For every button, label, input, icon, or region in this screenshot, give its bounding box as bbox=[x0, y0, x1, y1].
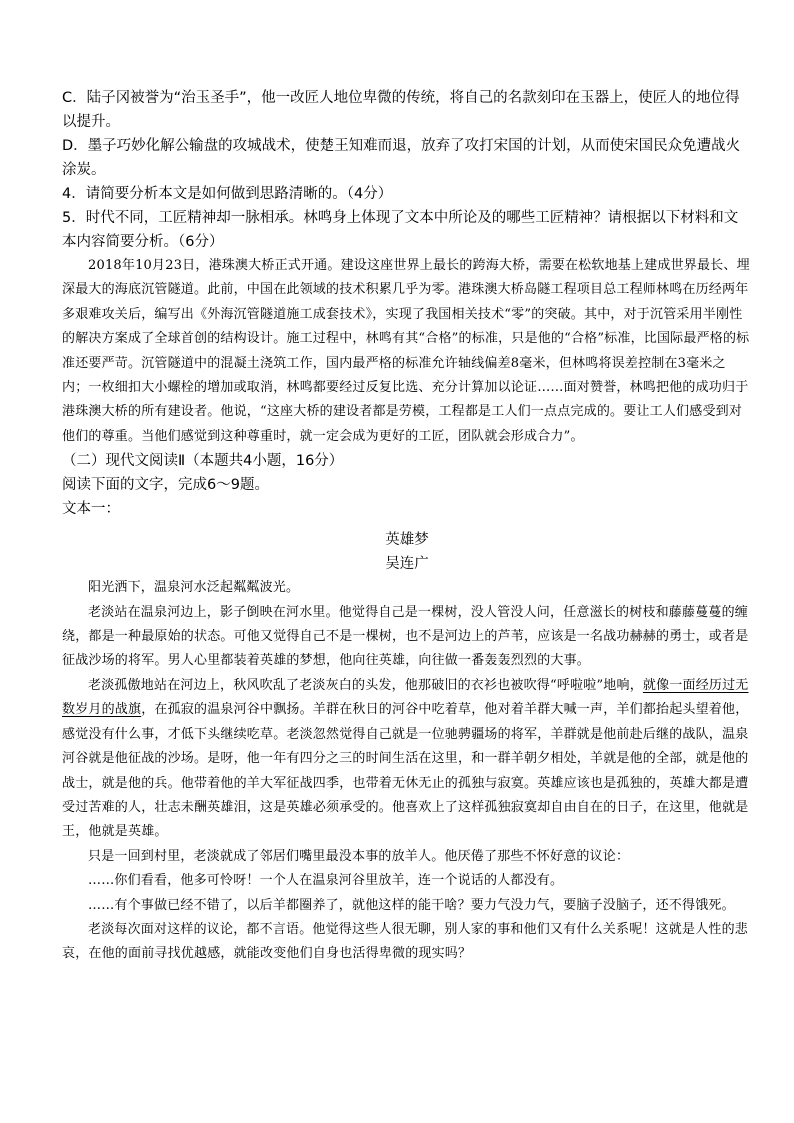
story-paragraph-7: 老淡每次面对这样的议论，都不言语。他觉得这些人很无聊，别人家的事和他们又有什么关系呢！这就是人性的悲哀，在他的面前寻找优越感，就能改变他们自身也活得卑微的现实吗？ bbox=[62, 921, 749, 962]
material-paragraph: 2018年10月23日，港珠澳大桥正式开通。建设这座世界上最长的跨海大桥，需要在松软地基上建成世界最长、埋深最大的海底沉管隧道。此前，中国在此领域的技术积累几乎为零。港珠澳大桥岛隧工程项目总工程师林鸣在历经两年多艰难攻关后，编写出《外海沉管隧道施工成套技术》，实现了我国相关技术“零”的突破。其中，对于沉管采用半刚性的解决方案成了全球首创的结构设计。施工过程中，林鸣有其“合格”的标准，只是他的“合格”标准，比国际最严格的标准还要严苛。沉管隧道中的混凝土浇筑工作，国内最严格的标准允许轴线偏差8毫米，但林鸣将误差控制在3毫米之内；一枚细扣大小螺栓的增加或取消，林鸣都要经过反复比选、充分计算加以论证……面对赞誉，林鸣把他的成功归于港珠澳大桥的所有建设者。他说，“这座大桥的建设者都是劳模，工程都是工人们一点点完成的。要让工人们感受到对他们的尊重。当他们感觉到这种尊重时，就一定会成为更好的工匠，团队就会形成合力”。 bbox=[62, 258, 750, 444]
option-c: C．陆子冈被誉为“治玉圣手”，他一改匠人地位卑微的传统，将自己的名款刻印在玉器上，使匠人的地位得以提升。 bbox=[62, 90, 740, 130]
section-heading: （二）现代文阅读Ⅱ（本题共4小题，16分） bbox=[62, 453, 344, 470]
story-paragraph-3-part-2: ，在孤寂的温泉河谷中飘扬。羊群在秋日的河谷中吃着草，他对着羊群大喊一声，羊们都抬起头望着他，感觉没有什么事，才低下头继续吃草。老淡忽然觉得自己就是一位驰骋疆场的将军，羊群就是他前赴后继的战队，温泉河谷就是他征战的沙场。是呀，他一年有四分之三的时间生活在这里，和一群羊朝夕相处，羊就是他的全部，就是他的战士，就是他的兵。他带着他的羊大军征战四季，也带着无休无止的孤独与寂寞。英雄应该也是孤独的，英雄大都是遭受过苦难的人，壮志未酬英雄泪，这是英雄必须承受的。他喜欢上了这样孤独寂寞却自由自在的日子，在这里，他就是王，他就是英雄。 bbox=[62, 702, 749, 840]
section-instruction: 阅读下面的文字，完成6～9题。 bbox=[62, 477, 269, 494]
underlined-sentence: 就像一面经历过无数岁月的战旗 bbox=[62, 677, 749, 718]
story-paragraph-3 bbox=[62, 674, 752, 845]
question-4: 4．请简要分析本文是如何做到思路清晰的。（4分） bbox=[62, 186, 393, 202]
story-paragraph-5: ……你们看看，他多可怜呀！一个人在温泉河谷里放羊，连一个说话的人都没有。 bbox=[88, 873, 564, 889]
story-paragraph-3-part-1: 老淡孤傲地站在河边上，秋风吹乱了老淡灰白的头发，他那破旧的衣衫也被吹得“呼啦啦”地响， bbox=[88, 677, 643, 693]
option-d: D．墨子巧妙化解公输盘的攻城战术，使楚王知难而退，放弃了攻打宋国的计划，从而使宋国民众免遭战火涂炭。 bbox=[62, 138, 741, 178]
exam-page bbox=[62, 86, 752, 967]
story-title: 英雄梦 bbox=[385, 532, 429, 549]
story-paragraph-2: 老淡站在温泉河边上，影子倒映在河水里。他觉得自己是一棵树，没人管没人问，任意滋长的树枝和藤藤蔓蔓的缠绕，都是一种最原始的状态。可他又觉得自己不是一棵树，也不是河边上的芦苇，应该是一名战功赫赫的勇士，或者是征战沙场的将军。男人心里都装着英雄的梦想，他向往英雄，向往做一番轰轰烈烈的大事。 bbox=[62, 604, 749, 669]
question-5: 5．时代不同，工匠精神却一脉相承。林鸣身上体现了文本中所论及的哪些工匠精神？请根据以下材料和文本内容简要分析。（6分） bbox=[62, 210, 739, 250]
story-paragraph-6: ……有个事做已经不错了，以后羊都圈养了，就他这样的能干啥？要力气没力气，要脑子没脑子，还不得饿死。 bbox=[88, 897, 735, 913]
story-paragraph-1: 阳光洒下，温泉河水泛起粼粼波光。 bbox=[88, 580, 300, 596]
story-author: 吴连广 bbox=[385, 556, 429, 573]
story-paragraph-4: 只是一回到村里，老淡就成了邻居们嘴里最没本事的放羊人。他厌倦了那些不怀好意的议论： bbox=[88, 848, 630, 864]
text-label: 文本一： bbox=[62, 501, 120, 518]
